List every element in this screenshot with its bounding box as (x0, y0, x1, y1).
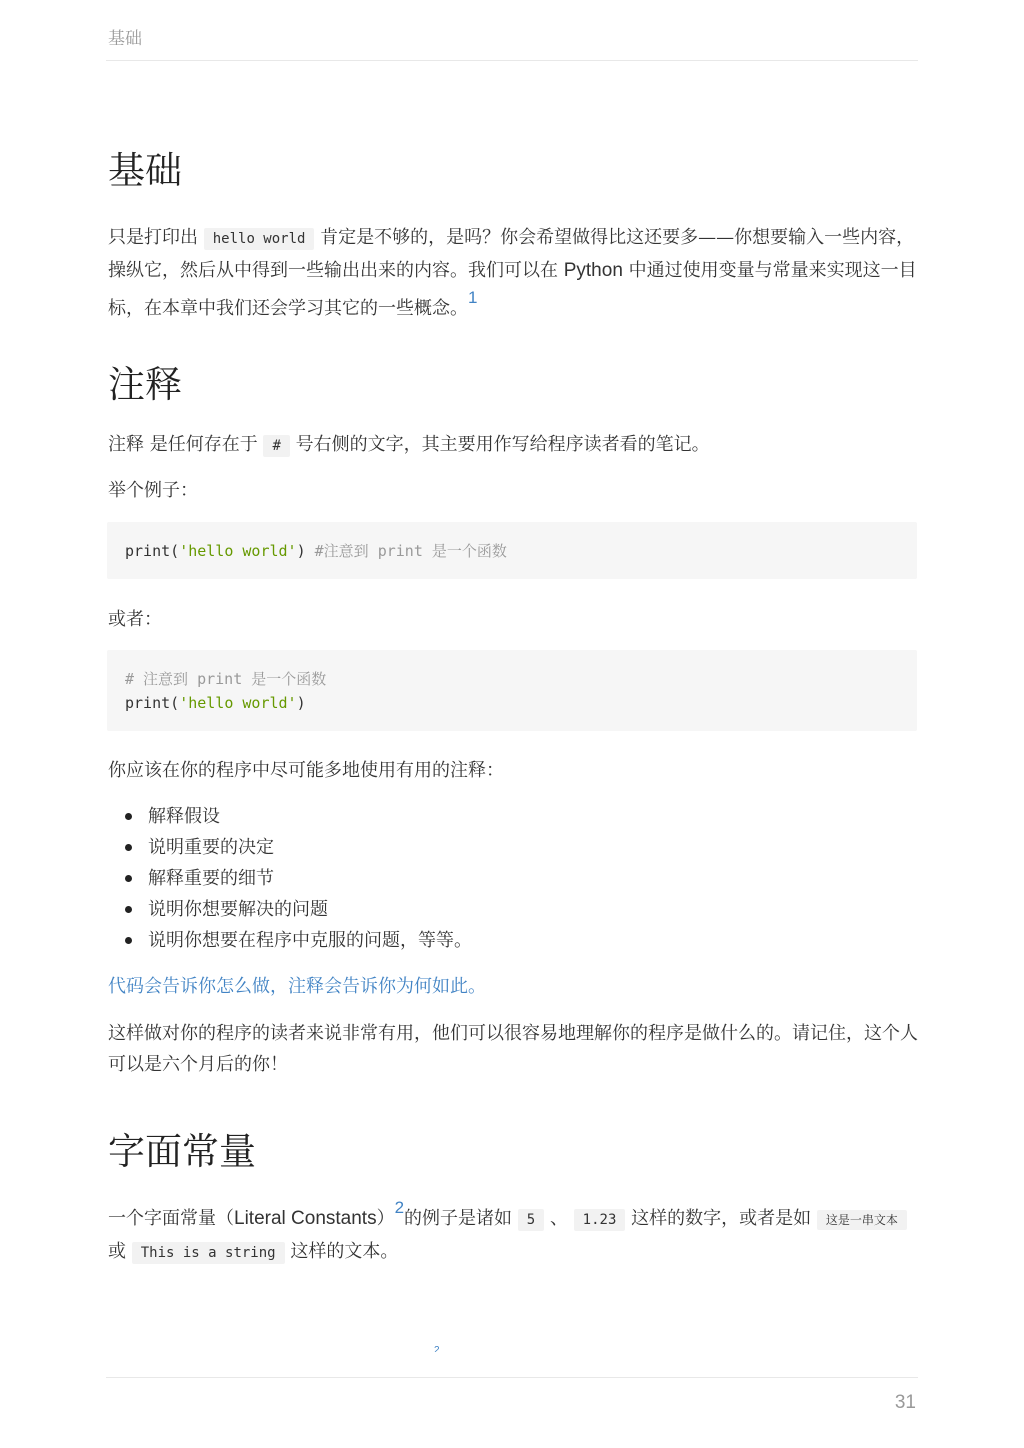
code-string: 'hello world' (179, 694, 297, 712)
code-string: 'hello world' (179, 542, 297, 560)
literals-paragraph (108, 1196, 918, 1269)
code-block-2 (107, 650, 917, 731)
text-span: 注释 是任何存在于 (108, 434, 264, 455)
section-title-literals: 字面常量 (108, 1130, 256, 1173)
list-item: 解释重要的细节 (108, 863, 918, 894)
footnote-link-1[interactable]: 1 (468, 288, 478, 307)
inline-code-hash: # (263, 435, 289, 457)
highlighted-quote: 代码会告诉你怎么做，注释会告诉你为何如此。 (108, 976, 486, 997)
text-span: 中通过使用变量与常量来实现这一目标，在本章中我们还会学习其它的一些概念。 (108, 260, 917, 319)
page-number: 31 (894, 1392, 916, 1413)
basics-intro-paragraph (108, 222, 918, 324)
text-span: 、 (544, 1208, 574, 1229)
python-term: Python (563, 260, 623, 281)
or-label: 或者： (108, 609, 162, 630)
text-span: 这样的数字，或者是如 (625, 1208, 817, 1229)
list-item: 解释假设 (108, 801, 918, 832)
header-divider (106, 60, 918, 61)
literal-constants-term: Literal Constants (234, 1208, 377, 1229)
code-token: print( (125, 542, 180, 560)
inline-code-chinese-string: 这是一串文本 (817, 1210, 907, 1230)
list-item: 说明重要的决定 (108, 832, 918, 863)
code-comment: # 注意到 print 是一个函数 (125, 670, 327, 688)
footer-divider (106, 1377, 918, 1378)
text-span: 肯定是不够的，是吗？你会希望做得比这还要多——你想要输入一些内容，操纵它，然后从中得到一些输出出来的内容。我们可以在 (108, 227, 915, 281)
code-line (125, 691, 899, 715)
list-item: 说明你想要解决的问题 (108, 894, 918, 925)
inline-code-hello-world: hello world (204, 228, 315, 250)
section-title-comments: 注释 (108, 363, 182, 406)
section-title-basics: 基础 (108, 149, 182, 192)
code-comment: #注意到 print 是一个函数 (314, 542, 507, 560)
running-header: 基础 (108, 29, 142, 49)
footnote-fragment: 2 (434, 1346, 440, 1352)
inline-code-5: 5 (518, 1209, 544, 1231)
code-token: print( (125, 694, 180, 712)
example-label: 举个例子： (108, 480, 198, 501)
text-span: 或 (108, 1241, 132, 1262)
code-token: ) (296, 542, 315, 560)
text-span: ） (376, 1208, 395, 1229)
footnote-link-2[interactable]: 2 (394, 1198, 405, 1217)
text-span: 这样的文本。 (284, 1241, 399, 1262)
comments-closing-paragraph: 这样做对你的程序的读者来说非常有用，他们可以很容易地理解你的程序是做什么的。请记住，这个人可以是六个月后的你！ (108, 1023, 918, 1075)
inline-code-this-is-a-string: This is a string (132, 1242, 285, 1264)
comments-bullet-list (108, 801, 918, 956)
code-block-1 (107, 522, 917, 579)
comments-usage-intro: 你应该在你的程序中尽可能多地使用有用的注释： (108, 760, 504, 781)
code-token: ) (296, 694, 306, 712)
text-span: 的例子是诸如 (404, 1208, 518, 1229)
inline-code-1-23: 1.23 (574, 1209, 626, 1231)
list-item: 说明你想要在程序中克服的问题，等等。 (108, 925, 918, 956)
text-span: 一个字面常量（ (108, 1208, 234, 1229)
text-span: 号右侧的文字，其主要用作写给程序读者看的笔记。 (289, 434, 710, 455)
text-span: 只是打印出 (108, 227, 204, 248)
comments-definition (108, 429, 918, 462)
